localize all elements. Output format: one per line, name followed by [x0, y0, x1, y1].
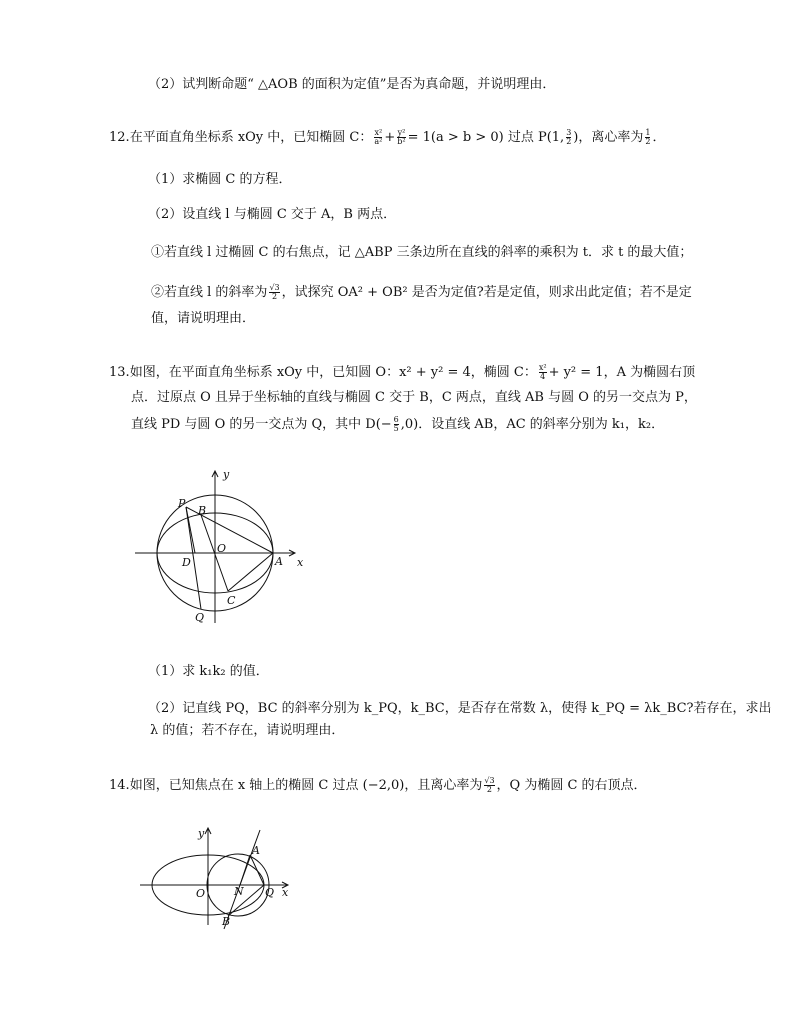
q13-line1-b: + y² = 1，A 为椭圆右顶: [548, 365, 696, 380]
q12-part2: （2）设直线 l 与椭圆 C 交于 A，B 两点．: [148, 207, 397, 222]
q12-stem-d: ．: [652, 130, 666, 145]
q13-line3-b: ,0)．设直线 AB，AC 的斜率分别为 k₁，k₂．: [400, 417, 665, 432]
q12-frac-point: $\frac{3}{2}$: [566, 128, 572, 146]
q12-sub1: ①若直线 l 过椭圆 C 的右焦点，记 △ABP 三条边所在直线的斜率的乘积为 t．求 t 的最大值；: [151, 245, 693, 260]
q13-part2-b: λ 的值；若不存在，请说明理由．: [150, 723, 345, 738]
q13-label-q: Q: [195, 611, 205, 624]
q13-part2-a: （2）记直线 PQ，BC 的斜率分别为 k_PQ，k_BC，是否存在常数 λ，使得 k_PQ = λk_BC?若存在，求出: [148, 701, 772, 716]
q13-label-b: B: [198, 504, 207, 517]
q13-figure: [135, 465, 315, 635]
q14-line-na: [240, 855, 250, 885]
q13-line2: 点．过原点 O 且异于坐标轴的直线与椭圆 C 交于 B，C 两点，直线 AB 与圆 O 的另一交点为 P，: [131, 390, 697, 405]
q13-label-d: D: [182, 556, 191, 569]
q14-stem-b: ，Q 为椭圆 C 的右顶点．: [496, 778, 647, 793]
q12-stem-b: = 1(a > b > 0) 过点 P(1,: [407, 130, 565, 145]
q14-label-q: Q: [265, 886, 275, 899]
q13-line-pd: [186, 507, 195, 553]
q13-number: 13.: [109, 365, 130, 380]
q14-stem: [109, 777, 647, 795]
q13-line3-a: 直线 PD 与圆 O 的另一交点为 Q，其中 D(−: [131, 417, 392, 432]
q12-sub2-frac: $\frac{√3}{2}$: [269, 283, 280, 301]
q12-number: 12.: [109, 130, 130, 145]
q14-stem-a: 如图，已知焦点在 x 轴上的椭圆 C 过点 (−2,0)，且离心率为: [129, 778, 483, 793]
q13-label-a: A: [275, 555, 283, 568]
q14-label-o: O: [196, 887, 206, 900]
q13-label-o: O: [217, 542, 227, 555]
q14-label-a: A: [252, 844, 260, 857]
q14-label-y: y: [198, 827, 205, 840]
q12-sub2-a: ②若直线 l 的斜率为: [151, 285, 268, 300]
q12-frac-ecc: $\frac{1}{2}$: [645, 128, 651, 146]
q12-frac-y: $\frac{\text{y²}}{\text{b²}}$: [397, 128, 406, 146]
q13-label-y: y: [223, 468, 230, 481]
q14-frac-ecc: $\frac{√3}{2}$: [484, 776, 495, 794]
q13-line1-a: 如图，在平面直角坐标系 xOy 中，已知圆 O：x² + y² = 4，椭圆 C：: [129, 365, 537, 380]
q14-label-n: N: [234, 885, 244, 898]
q13-part1: （1）求 k₁k₂ 的值．: [148, 664, 269, 679]
q12-sub2-b: ，试探究 OA² + OB² 是否为定值?若是定值，则求出此定值；若不是定: [281, 285, 692, 300]
q12-stem: 12.在平面直角坐标系 xOy 中，已知椭圆 C： $\frac{\text{x²}}{\text{a²}}$ + $\frac{\text{y²}}{\text{b²}}$ = 1(a > b > 0) 过点 P(1, $\frac{3}{2}$ )，离心率为 $\frac{1}{2}$ ．: [109, 128, 666, 146]
q13-line1: [109, 364, 695, 382]
q14-number: 14.: [109, 778, 130, 793]
q12-stem-a: 在平面直角坐标系 xOy 中，已知椭圆 C：: [129, 130, 373, 145]
q14-figure: [140, 825, 300, 935]
q13-label-x: x: [297, 556, 304, 569]
q13-frac-x: $\frac{\text{x²}}{4}$: [538, 363, 547, 381]
q12-stem-c: )，离心率为: [573, 130, 644, 145]
q11-part2: （2）试判断命题“ △AOB 的面积为定值”是否为真命题，并说明理由．: [148, 77, 556, 92]
q12-sub2: [151, 284, 692, 302]
q13-label-p: P: [178, 497, 186, 510]
q12-frac-x: $\frac{\text{x²}}{\text{a²}}$: [374, 128, 383, 146]
q14-label-x: x: [282, 886, 289, 899]
q13-frac-d: $\frac{6}{5}$: [393, 415, 399, 433]
q14-label-b: B: [222, 915, 231, 928]
q12-sub2-c: 值，请说明理由．: [151, 311, 256, 326]
q12-part1: （1）求椭圆 C 的方程．: [148, 172, 292, 187]
q14-line-qa: [250, 855, 264, 885]
q13-line3: [131, 416, 664, 434]
q13-label-c: C: [227, 594, 236, 607]
